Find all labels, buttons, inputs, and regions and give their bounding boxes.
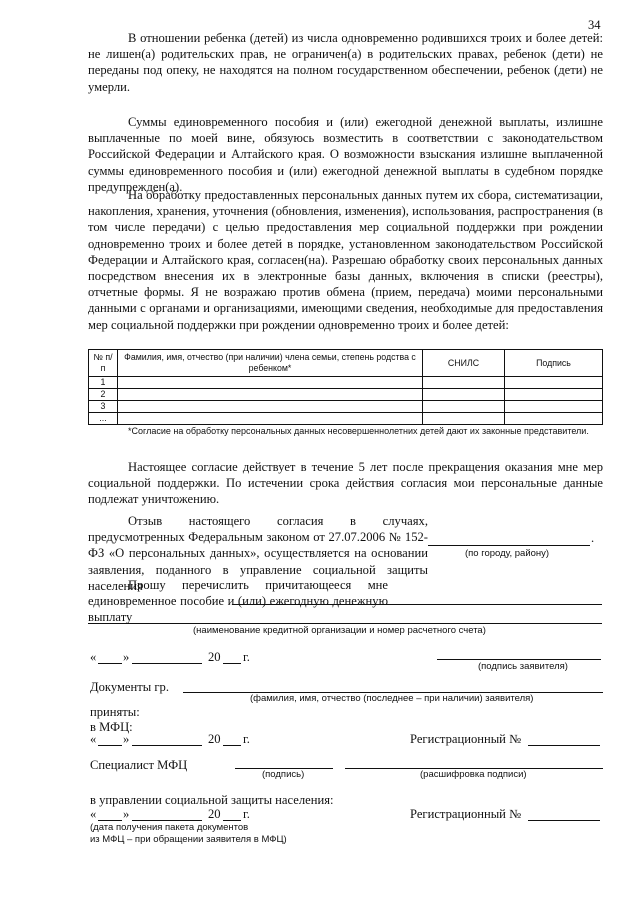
mfc-date-day-field[interactable] [98, 745, 122, 746]
mfc-label: в МФЦ: [90, 720, 133, 734]
paragraph-consent-period: Настоящее согласие действует в течение 5 лет после прекращения оказания мне мер социальной поддержки. По истечении срока действия согласия мои персональные данные подлежат уничтожению. [88, 460, 603, 507]
table-header-row [89, 350, 603, 377]
dept-reg-number-field[interactable] [528, 820, 600, 821]
date-year-prefix: 20 [208, 732, 221, 746]
social-dept-line[interactable] [428, 545, 590, 546]
bank-caption: (наименование кредитной организации и номер расчетного счета) [193, 625, 486, 636]
receipt-date-month-field[interactable] [132, 820, 202, 821]
receipt-date-caption-1: (дата получения пакета документов [90, 822, 249, 833]
date-year-prefix: 20 [208, 650, 221, 664]
dept-reg-number-label: Регистрационный № [410, 807, 522, 821]
date-year-suffix: г. [243, 732, 250, 746]
paragraph-withdrawal: Отзыв настоящего согласия в случаях, предусмотренных Федеральным законом от 27.07.2006 № 152-ФЗ «О персональных данных», осуществляется на основании заявления, поданного в управление социальной защиты населения [88, 514, 428, 593]
table-row[interactable] [89, 377, 603, 389]
applicant-signature-field[interactable] [437, 659, 601, 660]
signature-cell[interactable] [505, 401, 603, 413]
name-cell[interactable] [118, 389, 423, 401]
paragraph-payment-request: Прошу перечислить причитающееся мне единовременное пособие и (или) ежегодную денежную выплату [88, 578, 388, 625]
family-members-table [88, 349, 603, 425]
date-quote-open: « [90, 650, 97, 664]
applicant-name-caption: (фамилия, имя, отчество (последнее – при наличии) заявителя) [250, 693, 534, 704]
applicant-signature-caption: (подпись заявителя) [478, 661, 568, 672]
name-cell[interactable] [118, 401, 423, 413]
table-row[interactable] [89, 401, 603, 413]
receipt-date-day-field[interactable] [98, 820, 122, 821]
mfc-reg-number-label: Регистрационный № [410, 732, 522, 746]
payment-details-line-2[interactable] [88, 623, 602, 624]
signature-caption: (подпись) [262, 769, 305, 780]
documents-label: Документы гр. [90, 680, 169, 694]
date-month-field[interactable] [132, 663, 202, 664]
payment-details-line-1[interactable] [232, 604, 602, 605]
snils-cell[interactable] [423, 389, 505, 401]
col-signature-header: Подпись [505, 350, 603, 377]
mfc-date-year-field[interactable] [223, 745, 241, 746]
paragraph-children-status: В отношении ребенка (детей) из числа одновременно родившихся троих и более детей: не лишен(а) родительских прав, не ограничен(а) в родительских правах, ребенок (дети) не переданы под опеку, не находятся на полном государственном обеспечении, ребенок (дети) не умерли. [88, 31, 603, 94]
mfc-reg-number-field[interactable] [528, 745, 600, 746]
mfc-specialist-label: Специалист МФЦ [90, 758, 188, 772]
row-number: 1 [89, 377, 118, 389]
receipt-date-year-field[interactable] [223, 820, 241, 821]
snils-cell[interactable] [423, 377, 505, 389]
page-number: 34 [588, 18, 601, 32]
social-dept-label: в управлении социальной защиты населения: [90, 793, 334, 807]
paragraph-overpayment: Суммы единовременного пособия и (или) ежегодной денежной выплаты, излишне выплаченные по моей вине, обязуюсь возместить в соответствии с законодательством Российской Федерации и Алтайского края. О возможности взыскания излишне выплаченной суммы единовременного пособия и (или) ежегодной денежной выплаты в судебном порядке предупрежден(а). [88, 115, 603, 194]
signature-cell[interactable] [505, 377, 603, 389]
receipt-date-caption-2: из МФЦ – при обращении заявителя в МФЦ) [90, 834, 287, 845]
row-number: 2 [89, 389, 118, 401]
date-quote-open: « [90, 732, 97, 746]
signature-cell[interactable] [505, 389, 603, 401]
col-name-header: Фамилия, имя, отчество (при наличии) члена семьи, степень родства с ребенком* [118, 350, 423, 377]
date-year-prefix: 20 [208, 807, 221, 821]
date-quote-close: » [123, 807, 130, 821]
accepted-label: приняты: [90, 705, 140, 719]
date-quote-close: » [123, 650, 130, 664]
col-snils-header: СНИЛС [423, 350, 505, 377]
date-year-suffix: г. [243, 807, 250, 821]
table-row[interactable] [89, 389, 603, 401]
footnote: *Согласие на обработку персональных данных несовершеннолетних детей дают их законные представители. [128, 426, 589, 436]
name-cell[interactable] [118, 377, 423, 389]
date-day-field[interactable] [98, 663, 122, 664]
date-year-field[interactable] [223, 663, 241, 664]
date-quote-open: « [90, 807, 97, 821]
withdrawal-end: . [591, 531, 595, 545]
mfc-date-month-field[interactable] [132, 745, 202, 746]
date-quote-close: » [123, 732, 130, 746]
col-number-header: № п/п [89, 350, 118, 377]
signature-decoding-caption: (расшифровка подписи) [420, 769, 527, 780]
snils-cell[interactable] [423, 401, 505, 413]
paragraph-data-consent: На обработку предоставленных персональных данных путем их сбора, систематизации, накопления, хранения, уточнения (обновления, изменения), использования, распространения (в том числе передачи) с целью предоставления мер социальной поддержки при рождении одновременно троих и более детей в порядке, установленном законодательством Российской Федерации и Алтайского края, согласен(на). Разрешаю обработку своих персональных данных посредством внесения их в электронные базы данных, включения в списки (реестры), отчетные формы. Я не возражаю против обмена (прием, передача) моими персональными данными с органами и организациями, имеющими сведения, необходимые для предоставления мер социальной поддержки при рождении одновременно троих и более детей: [88, 188, 603, 332]
row-number: 3 [89, 401, 118, 413]
date-year-suffix: г. [243, 650, 250, 664]
row-number: ... [89, 413, 118, 425]
city-district-caption: (по городу, району) [465, 548, 550, 559]
